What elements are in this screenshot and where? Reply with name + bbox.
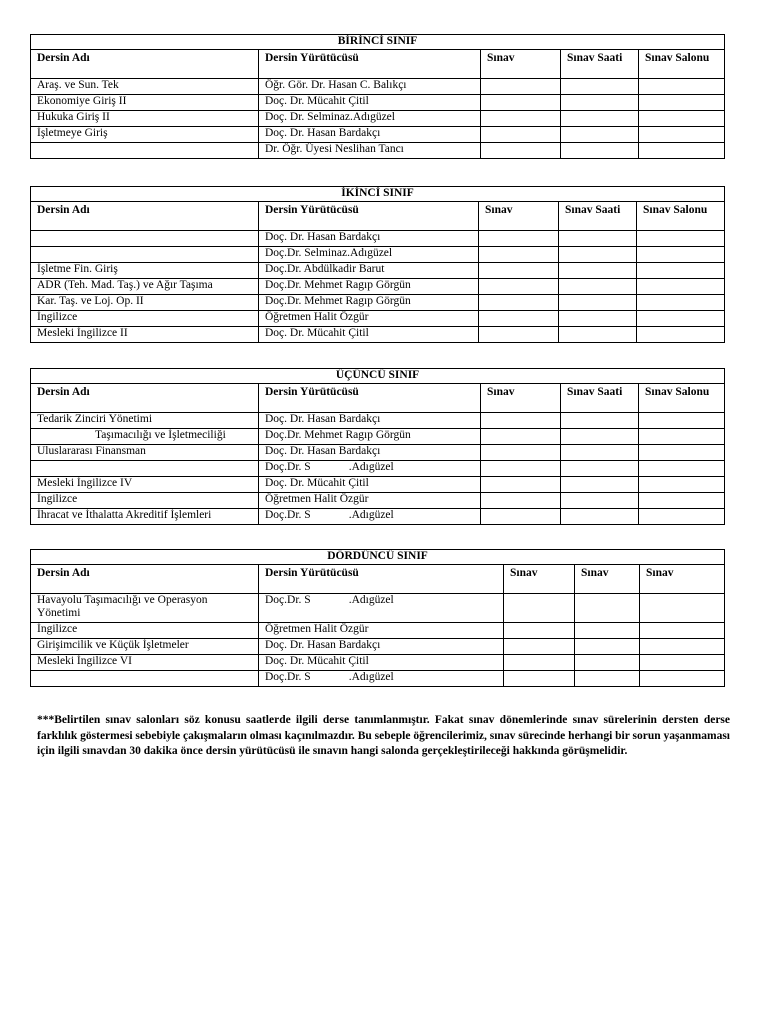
fourth-year-table [30,549,725,687]
exam-room-cell [637,247,725,263]
table-title: İKİNCİ SINIF [31,187,725,202]
exam-time-cell [559,311,637,327]
exam-room-cell [639,445,725,461]
table-title: DÖRDÜNCÜ SINIF [31,550,725,565]
header-exam-2: Sınav [575,565,640,594]
table-row [31,671,725,687]
exam-room-cell [639,429,725,445]
exam-cell [479,263,559,279]
instructor-name-start: Doç.Dr. S [265,671,311,683]
course-cell: İşletme Fin. Giriş [31,263,259,279]
table-row [31,327,725,343]
exam-cell [481,127,561,143]
exam-room-cell [637,311,725,327]
header-exam-time: Sınav Saati [559,202,637,231]
table-row [31,311,725,327]
table-row [31,445,725,461]
header-exam-3: Sınav [640,565,725,594]
exam-room-cell [637,327,725,343]
instructor-cell: Doç. Dr. Mücahit Çitil [259,655,504,671]
course-cell [31,231,259,247]
exam-time-cell [561,445,639,461]
instructor-name-end: .Adıgüzel [348,461,394,473]
course-cell: İngilizce [31,623,259,639]
course-cell: Taşımacılığı ve İşletmeciliği [31,429,259,445]
course-cell: İngilizce [31,493,259,509]
exam-time-cell [561,143,639,159]
exam-room-cell [637,279,725,295]
table-row [31,95,725,111]
second-year-table [30,186,725,343]
exam-cell [504,594,575,623]
instructor-name-end: .Adıgüzel [348,671,394,683]
table-row [31,143,725,159]
header-exam: Sınav [504,565,575,594]
course-cell: Mesleki İngilizce VI [31,655,259,671]
exam-time-cell [559,247,637,263]
course-cell: Ekonomiye Giriş II [31,95,259,111]
course-cell [31,143,259,159]
header-exam: Sınav [481,384,561,413]
instructor-cell: Öğretmen Halit Özgür [259,493,481,509]
table-row [31,79,725,95]
course-cell: Girişimcilik ve Küçük İşletmeler [31,639,259,655]
exam-cell-2 [575,623,640,639]
course-cell [31,247,259,263]
table-row [31,247,725,263]
exam-room-cell [639,493,725,509]
header-course: Dersin Adı [31,565,259,594]
course-cell: Mesleki İngilizce IV [31,477,259,493]
table-row [31,295,725,311]
exam-room-cell [637,263,725,279]
exam-cell [479,247,559,263]
table-row [31,639,725,655]
exam-room-cell [639,127,725,143]
instructor-cell: Doç. Dr. Mücahit Çitil [259,327,479,343]
exam-cell-2 [575,639,640,655]
exam-cell [504,623,575,639]
exam-room-cell [639,79,725,95]
header-instructor: Dersin Yürütücüsü [259,202,479,231]
instructor-cell: Doç.Dr. Mehmet Ragıp Görgün [259,429,481,445]
course-cell: Havayolu Taşımacılığı ve Operasyon Yönetimi [31,594,259,623]
instructor-cell: Doç.Dr. Mehmet Ragıp Görgün [259,279,479,295]
exam-cell [481,143,561,159]
exam-time-cell [561,111,639,127]
exam-cell [504,639,575,655]
exam-cell [481,111,561,127]
course-cell [31,671,259,687]
instructor-cell: Öğr. Gör. Dr. Hasan C. Balıkçı [259,79,481,95]
instructor-cell [259,509,481,525]
exam-cell [481,95,561,111]
exam-cell-3 [640,623,725,639]
exam-room-cell [639,413,725,429]
instructor-cell: Doç. Dr. Selminaz.Adıgüzel [259,111,481,127]
course-cell [31,461,259,477]
instructor-cell: Doç. Dr. Hasan Bardakçı [259,127,481,143]
instructor-cell: Doç. Dr. Mücahit Çitil [259,477,481,493]
exam-cell [481,461,561,477]
header-exam-room: Sınav Salonu [639,384,725,413]
table-row [31,413,725,429]
table-row [31,127,725,143]
instructor-name-start: Doç.Dr. S [265,509,311,521]
header-course: Dersin Adı [31,50,259,79]
exam-room-cell [639,461,725,477]
header-exam: Sınav [479,202,559,231]
exam-cell-2 [575,655,640,671]
exam-cell [481,509,561,525]
exam-time-cell [559,295,637,311]
instructor-cell: Doç. Dr. Mücahit Çitil [259,95,481,111]
table-row [31,594,725,623]
exam-cell [479,311,559,327]
instructor-cell: Öğretmen Halit Özgür [259,623,504,639]
course-cell: Kar. Taş. ve Loj. Op. II [31,295,259,311]
instructor-cell [259,594,504,623]
table-row [31,509,725,525]
instructor-cell: Doç. Dr. Hasan Bardakçı [259,445,481,461]
exam-time-cell [561,477,639,493]
exam-cell [481,477,561,493]
exam-cell [504,671,575,687]
table-row [31,263,725,279]
table-row [31,623,725,639]
header-instructor: Dersin Yürütücüsü [259,565,504,594]
exam-cell [481,413,561,429]
instructor-cell: Dr. Öğr. Üyesi Neslihan Tancı [259,143,481,159]
instructor-name-start: Doç.Dr. S [265,461,311,473]
course-cell: İşletmeye Giriş [31,127,259,143]
exam-cell [481,429,561,445]
instructor-cell [259,671,504,687]
table-title: BİRİNCİ SINIF [31,35,725,50]
table-row [31,655,725,671]
exam-cell-3 [640,594,725,623]
exam-time-cell [561,493,639,509]
header-exam: Sınav [481,50,561,79]
instructor-cell: Doç.Dr. Abdülkadir Barut [259,263,479,279]
course-cell: İngilizce [31,311,259,327]
exam-time-cell [561,509,639,525]
course-cell: Mesleki İngilizce II [31,327,259,343]
exam-room-cell [639,477,725,493]
header-instructor: Dersin Yürütücüsü [259,384,481,413]
exam-cell-3 [640,639,725,655]
header-exam-time: Sınav Saati [561,50,639,79]
exam-time-cell [561,413,639,429]
table-row [31,111,725,127]
instructor-name-start: Doç.Dr. S [265,594,311,606]
exam-cell [504,655,575,671]
header-course: Dersin Adı [31,202,259,231]
exam-time-cell [561,79,639,95]
exam-time-cell [561,95,639,111]
instructor-cell [259,461,481,477]
header-exam-time: Sınav Saati [561,384,639,413]
instructor-cell: Doç. Dr. Hasan Bardakçı [259,231,479,247]
course-cell: Hukuka Giriş II [31,111,259,127]
header-course: Dersin Adı [31,384,259,413]
exam-room-cell [637,231,725,247]
instructor-cell: Doç. Dr. Hasan Bardakçı [259,639,504,655]
exam-room-cell [639,95,725,111]
exam-cell [479,279,559,295]
exam-cell [479,231,559,247]
instructor-cell: Doç.Dr. Mehmet Ragıp Görgün [259,295,479,311]
instructor-cell: Doç.Dr. Selminaz.Adıgüzel [259,247,479,263]
exam-time-cell [561,127,639,143]
course-cell: ADR (Teh. Mad. Taş.) ve Ağır Taşıma [31,279,259,295]
table-row [31,493,725,509]
exam-time-cell [561,429,639,445]
course-cell: Tedarik Zinciri Yönetimi [31,413,259,429]
course-cell: İhracat ve İthalatta Akreditif İşlemleri [31,509,259,525]
first-year-table [30,34,725,159]
table-row [31,477,725,493]
exam-room-note: ***Belirtilen sınav salonları söz konusu saatlerde ilgili derse tanımlanmıştır. Fakat sınav dönemlerinde sınav sürelerinin dersten derse farklılık göstermesi sebebiyle çakışmaların olması kaçınılmazdır. Bu sebeple öğrencilerimiz, sınav sürecinde herhangi bir sorun yaşanmaması için ilgili sınavdan 30 dakika önce dersin yürütücüsü ile sınavın hangi salonda gerçekleştirileceği hakkında görüşmelidir. [37,714,730,757]
exam-cell-2 [575,594,640,623]
exam-cell [481,493,561,509]
exam-time-cell [559,231,637,247]
header-instructor: Dersin Yürütücüsü [259,50,481,79]
exam-cell-3 [640,655,725,671]
exam-room-cell [639,143,725,159]
header-exam-room: Sınav Salonu [639,50,725,79]
exam-cell [481,79,561,95]
course-cell: Uluslararası Finansman [31,445,259,461]
table-row [31,429,725,445]
table-row [31,461,725,477]
instructor-name-end: .Adıgüzel [348,509,394,521]
exam-room-cell [639,509,725,525]
table-row [31,279,725,295]
course-cell: Araş. ve Sun. Tek [31,79,259,95]
exam-cell-2 [575,671,640,687]
instructor-name-end: .Adıgüzel [348,594,394,606]
exam-cell [479,295,559,311]
exam-time-cell [559,279,637,295]
instructor-cell: Öğretmen Halit Özgür [259,311,479,327]
header-exam-room: Sınav Salonu [637,202,725,231]
exam-time-cell [561,461,639,477]
table-title: ÜÇÜNCÜ SINIF [31,369,725,384]
exam-time-cell [559,327,637,343]
exam-room-cell [637,295,725,311]
exam-cell [481,445,561,461]
exam-time-cell [559,263,637,279]
instructor-cell: Doç. Dr. Hasan Bardakçı [259,413,481,429]
exam-room-cell [639,111,725,127]
exam-cell [479,327,559,343]
exam-cell-3 [640,671,725,687]
table-row [31,231,725,247]
third-year-table [30,368,725,525]
